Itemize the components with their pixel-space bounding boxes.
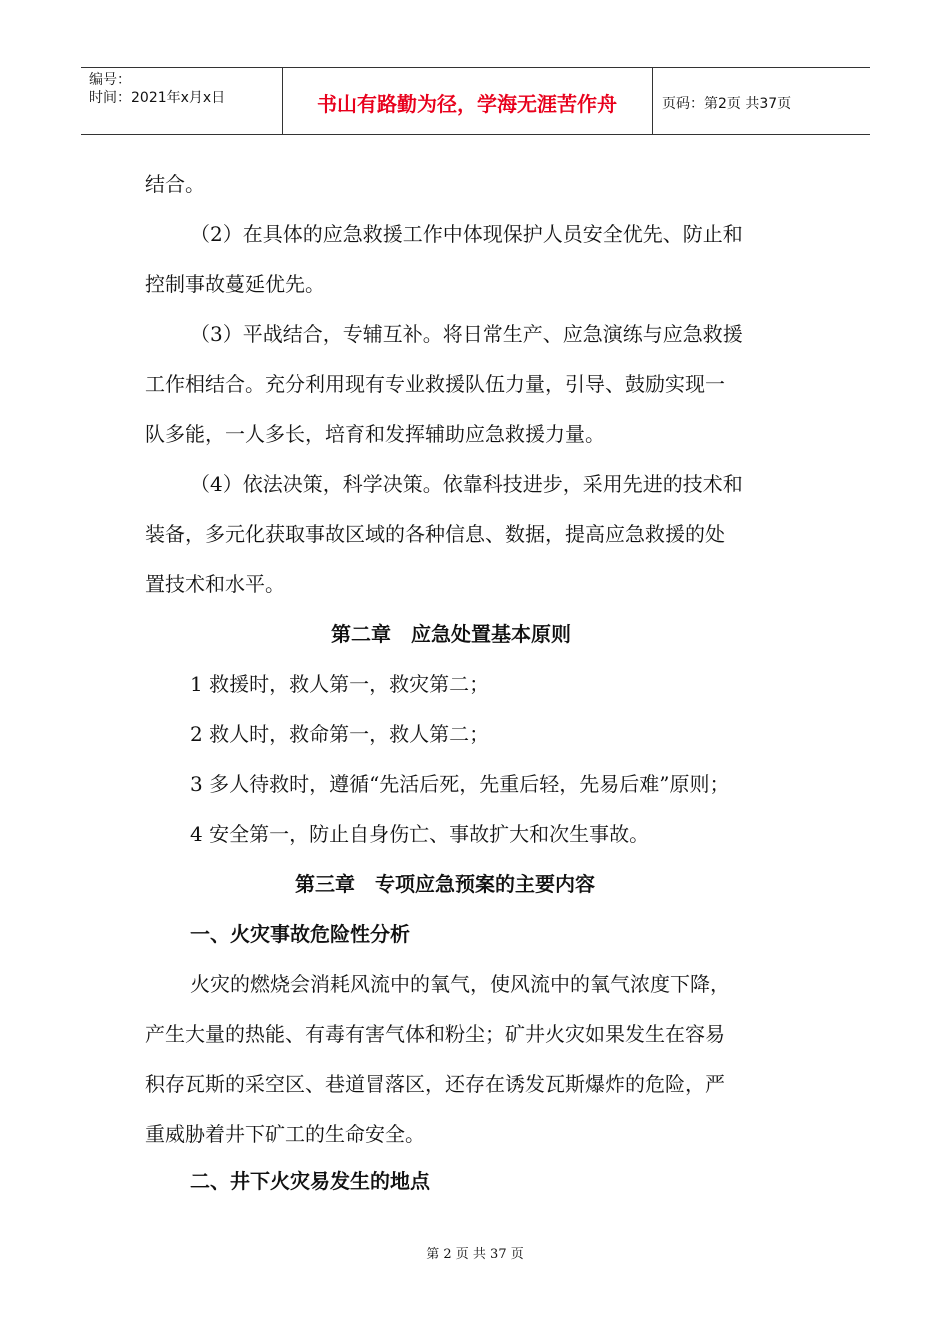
body-line: 队多能，一人多长，培育和发挥辅助应急救援力量。: [145, 422, 605, 446]
section2-title: 二、井下火灾易发生的地点: [190, 1169, 430, 1193]
chapter3-title: 第三章 专项应急预案的主要内容: [295, 872, 595, 896]
date-label: 时间：2021年x月x日: [89, 90, 226, 106]
body-line: （3）平战结合，专辅互补。将日常生产、应急演练与应急救援: [190, 322, 743, 346]
principle-item: 2 救人时，救命第一，救人第二；: [190, 722, 490, 746]
page-footer: 第 2 页 共 37 页: [426, 1247, 524, 1262]
principle-item: 4 安全第一，防止自身伤亡、事故扩大和次生事故。: [190, 822, 650, 846]
header-right-cell: [652, 68, 870, 134]
principle-item: 3 多人待救时，遵循“先活后死，先重后轻，先易后难”原则；: [190, 772, 730, 796]
section1-line: 火灾的燃烧会消耗风流中的氧气，使风流中的氧气浓度下降，: [190, 972, 730, 996]
principle-item: 1 救援时，救人第一，救灾第二；: [190, 672, 490, 696]
header-motto: 书山有路勤为径，学海无涯苦作舟: [317, 92, 617, 116]
section1-title: 一、火灾事故危险性分析: [190, 922, 410, 946]
page-header: [81, 67, 870, 135]
section1-line: 积存瓦斯的采空区、巷道冒落区，还存在诱发瓦斯爆炸的危险，严: [145, 1072, 725, 1096]
body-line: 结合。: [145, 172, 205, 196]
body-line: 置技术和水平。: [145, 572, 285, 596]
section1-line: 重威胁着井下矿工的生命安全。: [145, 1122, 425, 1146]
section1-line: 产生大量的热能、有毒有害气体和粉尘；矿井火灾如果发生在容易: [145, 1022, 725, 1046]
header-page-info: 页码：第2页 共37页: [662, 96, 792, 112]
serial-label: 编号：: [89, 72, 131, 88]
body-line: 工作相结合。充分利用现有专业救援队伍力量，引导、鼓励实现一: [145, 372, 725, 396]
body-line: 控制事故蔓延优先。: [145, 272, 325, 296]
body-line: 装备，多元化获取事故区域的各种信息、数据，提高应急救援的处: [145, 522, 725, 546]
header-left-cell: [81, 68, 283, 134]
body-line: （4）依法决策，科学决策。依靠科技进步，采用先进的技术和: [190, 472, 743, 496]
chapter2-title: 第二章 应急处置基本原则: [331, 622, 571, 646]
body-line: （2）在具体的应急救援工作中体现保护人员安全优先、防止和: [190, 222, 743, 246]
header-middle-cell: [282, 68, 653, 134]
